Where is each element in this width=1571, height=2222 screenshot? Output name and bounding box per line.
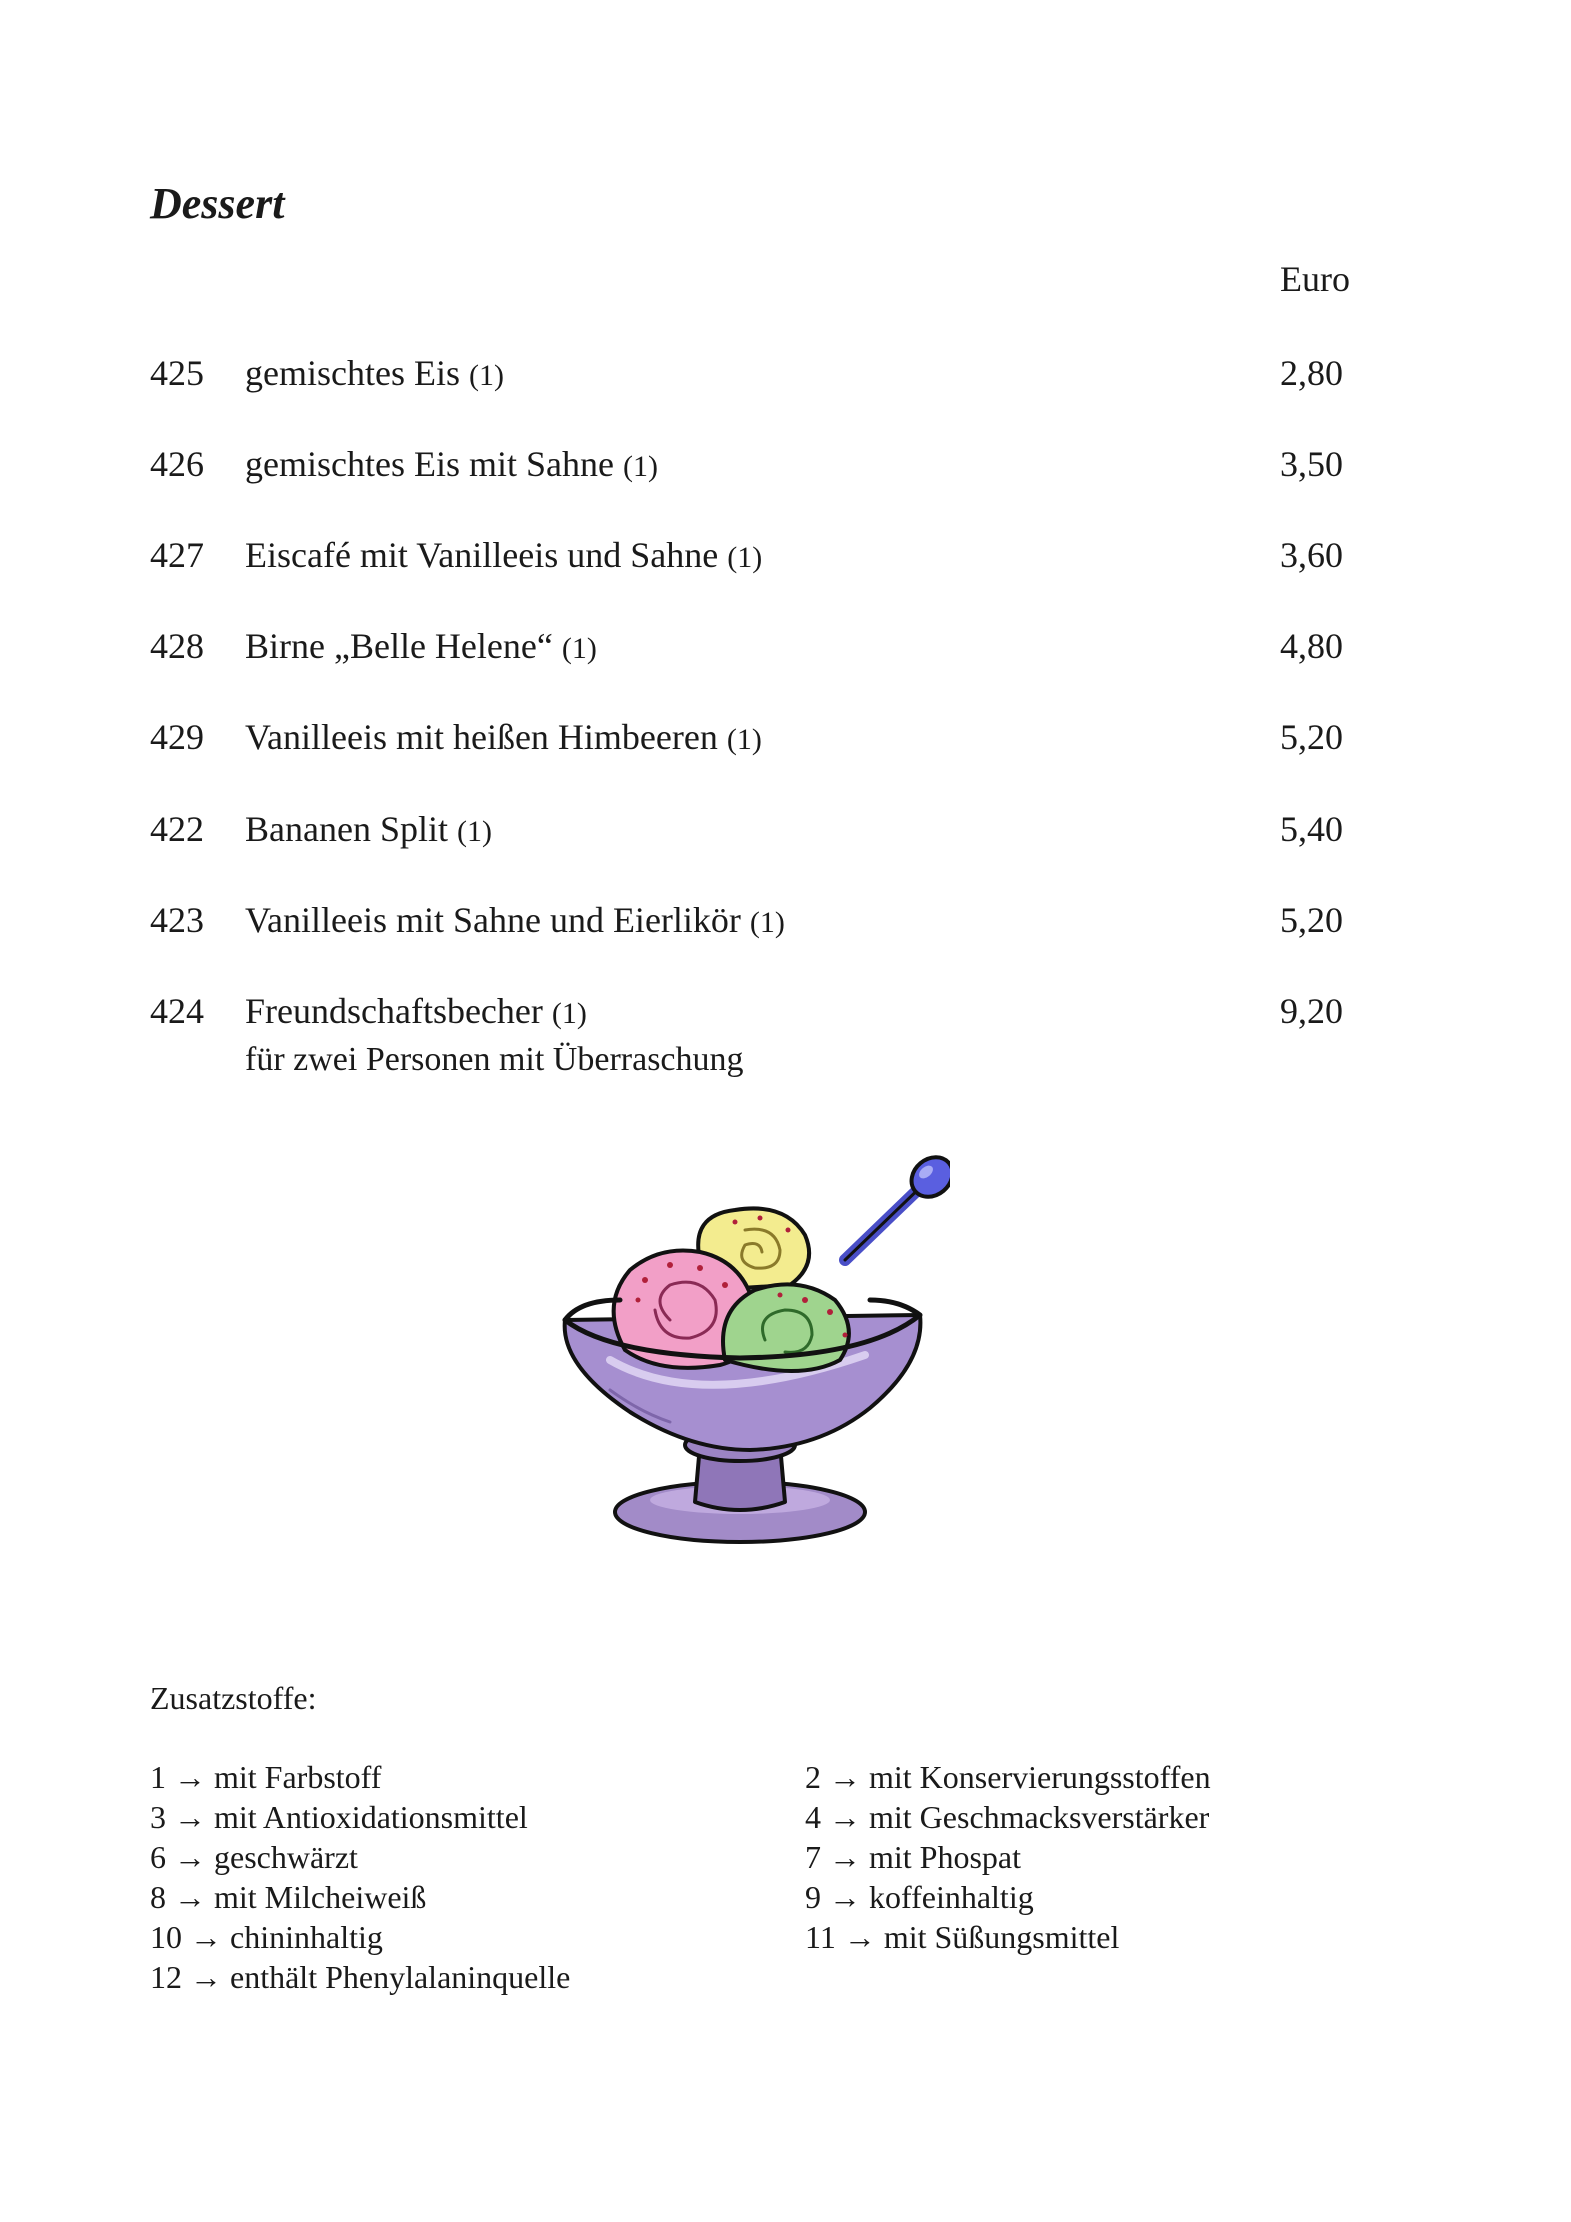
item-name bbox=[245, 623, 597, 672]
additive-entry: 12 → enthält Phenylalaninquelle bbox=[150, 1959, 571, 1995]
item-name-text: gemischtes Eis mit Sahne bbox=[245, 444, 614, 484]
currency-label: Euro bbox=[1280, 259, 1350, 299]
additive-entry: 10 → chininhaltig bbox=[150, 1919, 383, 1955]
additive-note: (1) bbox=[726, 723, 762, 756]
additive-note: (1) bbox=[551, 997, 587, 1030]
item-price: 9,20 bbox=[1280, 991, 1343, 1031]
item-name bbox=[245, 532, 762, 581]
item-name bbox=[245, 350, 504, 399]
item-number: 422 bbox=[150, 809, 204, 849]
ice-cream-bowl-icon bbox=[550, 1150, 950, 1550]
additive-entry: 8 → mit Milcheiweiß bbox=[150, 1879, 427, 1915]
item-number: 427 bbox=[150, 535, 204, 575]
additive-entry: 2 → mit Konservierungsstoffen bbox=[805, 1759, 1211, 1795]
item-price: 4,80 bbox=[1280, 626, 1343, 666]
item-price: 2,80 bbox=[1280, 353, 1343, 393]
additive-note: (1) bbox=[727, 541, 763, 574]
item-name-text: Freundschaftsbecher bbox=[245, 991, 543, 1031]
item-name bbox=[245, 806, 492, 855]
item-price: 3,60 bbox=[1280, 535, 1343, 575]
item-name bbox=[245, 988, 744, 1083]
additive-note: (1) bbox=[456, 815, 492, 848]
additive-entry: 1 → mit Farbstoff bbox=[150, 1759, 382, 1795]
additive-entry: 3 → mit Antioxidationsmittel bbox=[150, 1799, 528, 1835]
item-name-text: gemischtes Eis bbox=[245, 353, 460, 393]
item-name bbox=[245, 897, 785, 946]
additives-list-right bbox=[805, 1757, 1211, 1957]
item-name-text: Vanilleeis mit heißen Himbeeren bbox=[245, 717, 718, 757]
item-number: 423 bbox=[150, 900, 204, 940]
additive-entry: 7 → mit Phospat bbox=[805, 1839, 1022, 1875]
page-title: Dessert bbox=[150, 179, 285, 228]
additive-note: (1) bbox=[561, 632, 597, 665]
item-name-text: Vanilleeis mit Sahne und Eierlikör bbox=[245, 900, 741, 940]
item-name-text: Birne „Belle Helene“ bbox=[245, 626, 553, 666]
item-name-text: Eiscafé mit Vanilleeis und Sahne bbox=[245, 535, 719, 575]
item-name bbox=[245, 441, 658, 490]
item-price: 3,50 bbox=[1280, 444, 1343, 484]
additive-entry: 11 → mit Süßungsmittel bbox=[805, 1919, 1120, 1955]
item-number: 424 bbox=[150, 991, 204, 1031]
additive-entry: 9 → koffeinhaltig bbox=[805, 1879, 1034, 1915]
item-price: 5,20 bbox=[1280, 717, 1343, 757]
item-price: 5,40 bbox=[1280, 809, 1343, 849]
additive-entry: 4 → mit Geschmacksverstärker bbox=[805, 1799, 1210, 1835]
additive-entry: 6 → geschwärzt bbox=[150, 1839, 358, 1875]
item-number: 426 bbox=[150, 444, 204, 484]
item-number: 428 bbox=[150, 626, 204, 666]
item-name bbox=[245, 714, 762, 763]
item-price: 5,20 bbox=[1280, 900, 1343, 940]
item-subtitle: für zwei Personen mit Überraschung bbox=[245, 1041, 744, 1078]
additives-title: Zusatzstoffe: bbox=[150, 1680, 317, 1716]
additive-note: (1) bbox=[749, 906, 785, 939]
item-number: 429 bbox=[150, 717, 204, 757]
additive-note: (1) bbox=[468, 359, 504, 392]
additive-note: (1) bbox=[622, 450, 658, 483]
additives-list-left bbox=[150, 1757, 570, 1997]
item-number: 425 bbox=[150, 353, 204, 393]
item-name-text: Bananen Split bbox=[245, 809, 448, 849]
